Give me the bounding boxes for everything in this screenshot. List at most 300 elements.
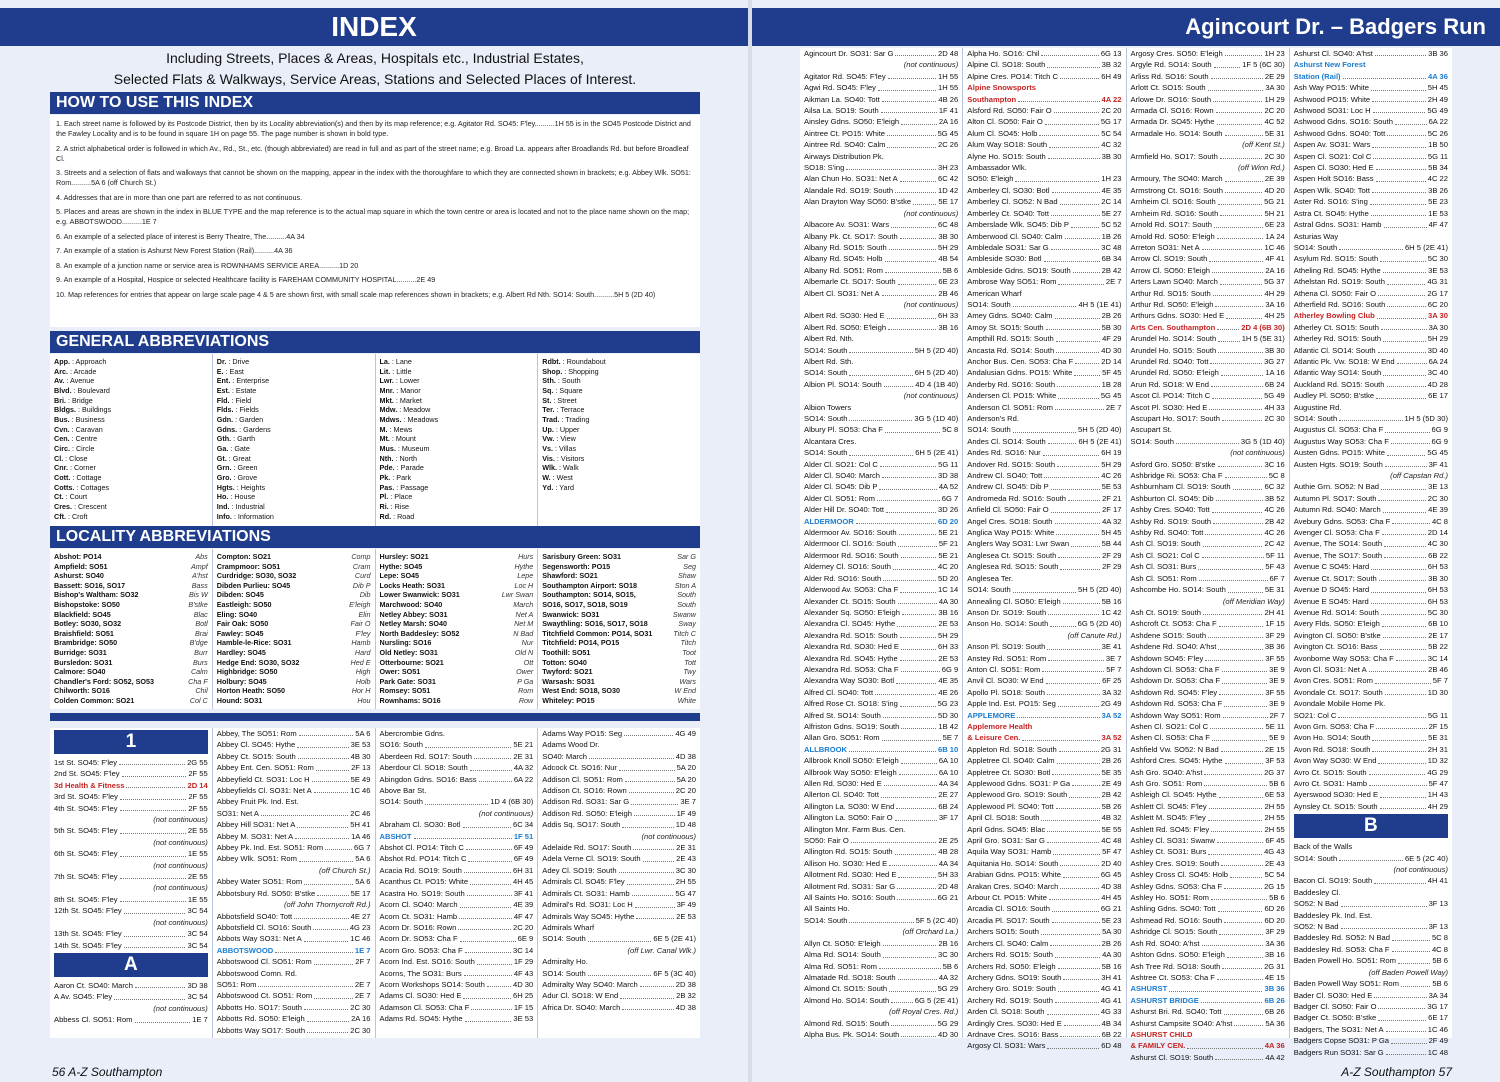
locality-entry — [542, 552, 696, 562]
entry-name: Aldermoor Cl. SO16: South — [804, 539, 897, 549]
locality-name: Curdridge: SO30, SO32 — [216, 571, 297, 581]
leader-dots — [1205, 527, 1262, 535]
map-reference: 1D 42 — [937, 185, 959, 195]
leader-dots — [463, 990, 511, 998]
map-reference: 5H 5 (2D 40) — [914, 345, 959, 355]
map-reference: 1E 53 — [1428, 208, 1448, 218]
letter-header: B — [1294, 814, 1448, 838]
index-entry — [1131, 48, 1285, 59]
abbr-short: Cotts. — [54, 482, 75, 492]
abbr-full: : Market — [393, 395, 422, 405]
abbr-short: Cen. — [54, 434, 70, 444]
abbr-full: : Park — [390, 472, 412, 482]
leader-dots — [1169, 983, 1262, 991]
index-entry — [967, 561, 1121, 572]
map-reference: 4C 22 — [1427, 174, 1448, 184]
leader-dots — [1208, 846, 1262, 854]
right-page-footer: A-Z Southampton 57 — [1341, 1065, 1452, 1079]
index-entry — [380, 990, 534, 1001]
map-reference: 2B 42 — [1101, 790, 1122, 800]
index-entry — [967, 846, 1121, 857]
index-entry — [217, 1013, 371, 1024]
entry-name: Abbotswood Cl. SO51: Rom — [216, 957, 312, 967]
index-entry — [1131, 379, 1285, 390]
locality-code: Old N — [514, 647, 534, 657]
abbr-column — [376, 354, 539, 526]
map-reference: 6B 22 — [1428, 550, 1448, 560]
entry-name: Atlantic Pk. Vw. SO18: W End — [1293, 356, 1395, 366]
locality-name: Dibden Purlieu: SO45 — [216, 580, 291, 590]
leader-dots — [883, 710, 936, 718]
entry-name: Aquila Way SO31: Hamb — [967, 847, 1052, 857]
index-entry — [1294, 345, 1448, 356]
entry-name: Agincourt Dr. SO31: Sar G — [804, 49, 894, 58]
map-reference: 6G 9 — [941, 664, 959, 674]
entry-name: Ashurst Bri. Rd. SO40: Tott — [1130, 1007, 1222, 1017]
map-reference: 2B 26 — [1101, 756, 1122, 766]
map-reference: 4E 39 — [513, 900, 534, 910]
map-reference: 4E 39 — [1428, 505, 1448, 515]
entry-name: Abbotsfield Cl. SO16: South — [216, 922, 312, 932]
abbreviations-table — [50, 354, 700, 526]
leader-dots — [307, 1025, 348, 1033]
index-entry — [967, 812, 1121, 823]
locality-entry — [217, 571, 371, 581]
locality-name: Lower Swanwick: SO31 — [379, 590, 460, 600]
abbr-full: : Road — [391, 511, 415, 521]
locality-code: High — [355, 667, 371, 677]
abbr-title: GENERAL ABBREVIATIONS — [50, 331, 700, 353]
leader-dots — [1381, 607, 1426, 615]
locality-entry — [54, 571, 208, 581]
abbr-full: : Lower — [393, 376, 420, 386]
map-reference: 2H 41 — [1264, 607, 1285, 617]
index-entry — [1131, 710, 1285, 721]
index-entry — [804, 949, 958, 960]
leader-dots — [1063, 869, 1099, 877]
index-entry — [967, 721, 1121, 732]
entry-name: SO52: N Bad — [1293, 922, 1339, 932]
locality-code: F'ley — [355, 628, 371, 638]
leader-dots — [1371, 208, 1426, 216]
index-entry — [967, 310, 1121, 321]
abbr-column — [50, 354, 213, 526]
map-reference: 1B 26 — [1101, 231, 1122, 241]
entry-name: Admirals Cl. SO45: F'ley — [542, 877, 625, 887]
leader-dots — [1022, 732, 1099, 740]
entry-name: Ainsley Gdns. SO50: E'leigh — [804, 117, 900, 127]
entry-name: Adamson Cl. SO53: Cha F — [379, 1002, 470, 1012]
leader-dots — [891, 995, 912, 1003]
map-reference: 6C 48 — [937, 220, 959, 230]
entry-name: Atherley Bowling Club — [1293, 311, 1375, 321]
index-entry — [54, 791, 208, 802]
map-reference: 6G 13 — [1100, 49, 1122, 58]
locality-code: Seg — [683, 561, 696, 571]
index-entry — [804, 778, 958, 789]
index-entry — [1294, 208, 1448, 219]
index-entry — [1294, 732, 1448, 743]
map-reference: 1B 28 — [1101, 379, 1122, 389]
entry-name: Acorn Ct. SO31: Hamb — [379, 911, 458, 921]
entry-name: Arcadia Cl. SO16: South — [967, 904, 1050, 914]
entry-name: Abbey M. SO31: Net A — [216, 831, 294, 841]
leader-dots — [900, 173, 936, 181]
abbr-entry — [380, 434, 534, 444]
left-page-footer: 56 A-Z Southampton — [52, 1065, 163, 1079]
leader-dots — [889, 242, 936, 250]
leader-dots — [1210, 356, 1262, 364]
entry-name: Abbey Pk. Ind. Est. SO51: Rom — [216, 843, 324, 853]
index-entry — [967, 961, 1121, 972]
index-entry — [804, 801, 958, 812]
leader-dots — [643, 853, 675, 861]
map-reference: 4F 41 — [1265, 254, 1285, 264]
entry-name: Aster Rd. SO16: S'ing — [1293, 197, 1368, 207]
locality-code: Titch — [680, 638, 696, 648]
leader-dots — [459, 911, 512, 919]
leader-dots — [1057, 379, 1100, 387]
map-reference: 3G 27 — [1264, 356, 1285, 366]
index-entry — [54, 894, 208, 905]
map-reference: 3A 30 — [1428, 311, 1448, 321]
map-reference: 2F 21 — [1102, 493, 1122, 503]
locality-code: Swanw — [672, 609, 696, 619]
map-reference: 1E 55 — [187, 894, 208, 904]
leader-dots — [619, 762, 675, 770]
index-entry — [1294, 288, 1448, 299]
index-note: (not continuous) — [153, 1003, 208, 1013]
index-entry — [542, 728, 696, 739]
locality-entry — [217, 667, 371, 677]
map-reference: 3E 9 — [1269, 699, 1285, 709]
entry-name: Auckland Rd. SO15: South — [1293, 379, 1385, 389]
map-reference: 3C 14 — [512, 945, 534, 955]
map-reference: 3F 29 — [1265, 630, 1285, 640]
locality-entry — [217, 648, 371, 658]
entry-name: Amberley Cl. SO30: Botl — [967, 185, 1050, 195]
index-entry — [217, 933, 371, 944]
entry-name: Agwi Rd. SO45: F'ley — [804, 83, 876, 93]
index-entry — [1131, 527, 1285, 538]
leader-dots — [1372, 185, 1426, 193]
index-entry — [804, 641, 958, 652]
entry-name: Amberslade Wlk. SO45: Dib P — [967, 220, 1069, 230]
map-reference: 5B 6 — [1269, 893, 1285, 903]
entry-name: Alpha Ho. SO16: Chil — [967, 49, 1040, 58]
locality-entry — [542, 590, 696, 600]
leader-dots — [124, 940, 186, 948]
leader-dots — [1051, 504, 1100, 512]
locality-code: Abs — [195, 552, 208, 561]
map-reference: 5H 45 — [1101, 528, 1122, 538]
abbr-entry — [542, 434, 696, 444]
leader-dots — [120, 871, 186, 879]
index-note: (off Lwr. Canal Wlk.) — [627, 945, 696, 955]
map-reference: 1H 29 — [1264, 94, 1285, 104]
map-reference: 6F 49 — [513, 854, 534, 864]
index-entry — [804, 835, 958, 846]
map-reference: 2C 42 — [1264, 539, 1285, 549]
entry-name: Abbey, The SO51: Rom — [216, 729, 297, 738]
entry-name: Andrew Cl. SO45: Dib P — [967, 482, 1049, 492]
entry-name: Ash Cl. SO31: Burs — [1130, 562, 1197, 572]
map-reference: 3B 30 — [938, 231, 959, 241]
entry-name: Atheling Rd. SO45: Hythe — [1293, 265, 1381, 275]
index-entry — [804, 744, 958, 755]
map-reference: 4A 36 — [1264, 1041, 1285, 1051]
map-reference: 4B 30 — [350, 751, 371, 761]
abbr-entry — [380, 483, 534, 493]
entry-name: Andrew Cl. SO40: Tott — [967, 471, 1043, 481]
locality-code: South — [677, 599, 696, 609]
locality-name: Hardley: SO45 — [216, 647, 266, 657]
entry-name: Avery Flds. SO50: E'leigh — [1293, 619, 1380, 629]
abbr-short: La. — [379, 357, 390, 366]
index-entry — [1294, 424, 1448, 435]
index-entry — [1131, 116, 1285, 127]
leader-dots — [899, 767, 937, 775]
index-entry — [1294, 990, 1448, 1001]
index-entry — [1294, 276, 1448, 287]
locality-column — [213, 549, 376, 709]
index-entry — [1131, 1052, 1285, 1063]
entry-name: Ashwood Gdns. SO16: South — [1293, 117, 1393, 127]
leader-dots — [1376, 721, 1426, 729]
map-reference: 4E 35 — [938, 676, 959, 686]
entry-name: Arundel Rd. SO50: E'leigh — [1130, 368, 1219, 378]
entry-name: & Leisure Cen. — [967, 733, 1021, 743]
leader-dots — [884, 379, 914, 387]
leader-dots — [879, 961, 941, 969]
map-reference: 2B 46 — [1428, 664, 1448, 674]
entry-name: Atherfield Rd. SO16: South — [1293, 299, 1386, 309]
map-reference: 6F 25 — [1102, 676, 1122, 686]
locality-name: Old Netley: SO31 — [379, 647, 438, 657]
entry-name: Alexandra Rd. SO53: Cha F — [804, 664, 899, 674]
leader-dots — [1204, 767, 1262, 775]
index-note: (not continuous) — [153, 815, 208, 825]
map-reference: 2G 15 — [1264, 881, 1285, 891]
leader-dots — [1048, 436, 1077, 444]
leader-dots — [135, 1014, 191, 1022]
entry-name: Appletree Cl. SO40: Calm — [967, 756, 1055, 766]
map-reference: 2A 16 — [351, 1014, 371, 1024]
index-entry — [542, 865, 696, 876]
locality-entry — [542, 571, 696, 581]
leader-dots — [856, 516, 936, 524]
index-entry — [804, 151, 958, 162]
howto-item: 6. An example of a selected place of interest is Berry Theatre, The..........4A 34 — [56, 231, 305, 241]
map-reference: 4H 33 — [1264, 402, 1285, 412]
entry-name: Abbeyfield Ct. SO31: Loc H — [216, 774, 310, 784]
leader-dots — [1057, 755, 1100, 763]
abbr-full: : Croft — [65, 511, 88, 521]
locality-name: Warsash: SO31 — [542, 676, 595, 686]
entry-name: Almond Ct. SO15: South — [804, 984, 888, 994]
entry-name: Ashdown Cl. SO53: Cha F — [1130, 664, 1220, 674]
index-entry — [967, 379, 1121, 390]
map-reference: 5C 54 — [1101, 128, 1122, 138]
entry-name: Amoy St. SO15: South — [967, 322, 1044, 332]
howto-item: 1. Each street name is followed by its Postcode District, then by its Locality abbreviation(s) and then by its map reference; e.g. Agitator Rd. SO45: F'ley..........1H 55 is in the SO45 Postcode District and the Fawley Locality and is to be found in square 1H on page 55. The page number is shown in bold type. — [56, 119, 691, 138]
index-entry — [804, 379, 958, 390]
abbr-entry — [380, 463, 534, 473]
leader-dots — [588, 968, 652, 976]
map-reference: 1D 4 (6B 30) — [490, 797, 534, 807]
entry-name: Allbrook Knoll SO50: E'leigh — [804, 756, 899, 766]
abbr-full: : Heights — [234, 482, 266, 492]
entry-name: Ancasta Rd. SO14: South — [967, 345, 1055, 355]
entry-name: Ashlett Cl. SO45: F'ley — [1130, 801, 1207, 811]
map-reference: 6G 21 — [937, 893, 959, 903]
locality-entry — [217, 686, 371, 696]
abbr-short: Cvn. — [54, 424, 70, 434]
map-reference: 2H 55 — [675, 877, 696, 887]
leader-dots — [1380, 801, 1426, 809]
map-reference: 6B 26 — [1264, 995, 1285, 1005]
abbr-short: Sq. — [542, 385, 554, 395]
index-entry — [1131, 824, 1285, 835]
entry-name: Archers Rd. SO50: E'leigh — [967, 961, 1056, 971]
entry-name: Avon Cl. SO31: Net A — [1293, 664, 1367, 674]
entry-name: Bader Cl. SO30: Hed E — [1293, 990, 1373, 1000]
abbr-entry — [380, 473, 534, 483]
entry-name: Ambleside SO30: Botl — [967, 254, 1042, 264]
leader-dots — [620, 990, 674, 998]
index-entry — [1131, 926, 1285, 937]
index-entry — [804, 322, 958, 333]
entry-name: Arnheim Cl. SO16: South — [1130, 197, 1216, 207]
map-reference: 4A 32 — [513, 763, 534, 773]
index-entry — [1131, 869, 1285, 880]
abbr-short: Lit. — [379, 366, 391, 376]
leader-dots — [1215, 1052, 1263, 1060]
entry-name: Avro Ct. SO15: South — [1293, 767, 1367, 777]
map-reference: 2B 26 — [1101, 311, 1122, 321]
index-entry — [217, 990, 371, 1001]
index-entry — [967, 356, 1121, 367]
leader-dots — [460, 933, 516, 941]
leader-dots — [1208, 630, 1263, 638]
abbr-short: Gt. — [216, 453, 227, 463]
index-note: (not continuous) — [153, 883, 208, 893]
locality-name: Titchfield Common: PO14, SO31 — [542, 628, 653, 638]
entry-name: Alan Drayton Way SO50: B'stke — [804, 197, 912, 207]
index-entry — [1294, 853, 1448, 864]
abbr-short: Mkt. — [379, 395, 394, 405]
abbr-entry — [217, 396, 371, 406]
index-entry — [1294, 630, 1448, 641]
index-note: (not continuous) — [153, 917, 208, 927]
leader-dots — [898, 596, 937, 604]
leader-dots — [1041, 812, 1099, 820]
entry-name: Arundel Ho. SO15: South — [1130, 345, 1217, 355]
abbr-short: Wlk. — [542, 463, 558, 473]
entry-name: Anvil Cl. SO30: W End — [967, 676, 1044, 686]
index-entry — [967, 288, 1121, 299]
entry-name: Authie Grn. SO52: N Bad — [1293, 482, 1380, 492]
index-entry — [542, 968, 696, 979]
leader-dots — [275, 945, 353, 953]
entry-name: Ash Gro. SO40: A'hst — [1130, 767, 1203, 777]
leader-dots — [1060, 881, 1099, 889]
index-entry — [804, 436, 958, 447]
abbr-short: Dr. — [216, 357, 227, 366]
map-reference: 3A 16 — [1265, 299, 1285, 309]
locality-name: Titchfield: PO14, PO15 — [542, 638, 620, 648]
leader-dots — [901, 550, 937, 558]
leader-dots — [1392, 516, 1430, 524]
index-entry — [967, 641, 1121, 652]
index-entry — [1294, 265, 1448, 276]
entry-name: Baddesley Rd. SO52: N Bad — [1293, 933, 1390, 943]
map-reference: 6B 22 — [1101, 1029, 1122, 1039]
leader-dots — [1384, 550, 1426, 558]
leader-dots — [879, 481, 936, 489]
locality-entry — [380, 629, 534, 639]
entry-name: Avonborne Way SO53: Cha F — [1293, 653, 1394, 663]
leader-dots — [895, 812, 937, 820]
entry-name: Anderson Cl. SO51: Rom — [967, 402, 1053, 412]
index-entry — [1294, 755, 1448, 766]
locality-code: Hurs — [518, 552, 534, 561]
index-entry — [1294, 978, 1448, 989]
entry-name: Austen Gdns. PO15: White — [1293, 448, 1385, 458]
map-reference: 6B 24 — [1264, 379, 1285, 389]
leader-dots — [464, 865, 511, 873]
entry-name: Arliss Rd. SO16: South — [1130, 71, 1209, 81]
entry-name: Armada Dr. SO45: Hythe — [1130, 117, 1215, 127]
locality-code: Holb — [355, 676, 371, 686]
entry-name: SO14: South — [804, 345, 848, 355]
map-reference: 5H 29 — [1101, 459, 1122, 469]
leader-dots — [1039, 128, 1099, 136]
leader-dots — [1219, 618, 1264, 626]
map-reference: 5A 20 — [676, 763, 696, 773]
leader-dots — [1211, 892, 1267, 900]
index-entry — [217, 842, 371, 853]
leader-dots — [1209, 253, 1263, 261]
leader-dots — [1058, 961, 1100, 969]
index-entry — [967, 151, 1121, 162]
locality-code: Ston A — [674, 580, 696, 590]
leader-dots — [1221, 367, 1263, 375]
leader-dots — [1041, 926, 1100, 934]
locality-name: Hursley: SO21 — [379, 552, 429, 561]
index-entry — [542, 888, 696, 899]
abbr-entry — [54, 434, 208, 444]
abbr-short: Mt. — [379, 434, 390, 444]
map-reference: 2G 31 — [1264, 961, 1285, 971]
abbr-entry — [217, 444, 371, 454]
index-entry — [542, 774, 696, 785]
entry-name: Addison Rd. SO31: Sar G — [542, 797, 630, 807]
index-entry — [967, 493, 1121, 504]
entry-name: Argosy Cl. SO31: Wars — [967, 1041, 1046, 1051]
locality-entry — [542, 686, 696, 696]
map-reference: 4H 41 — [1427, 876, 1448, 886]
map-reference: 2H 31 — [1427, 744, 1448, 754]
map-reference: 2D 48 — [937, 881, 959, 891]
index-entry — [54, 757, 208, 768]
leader-dots — [1047, 835, 1099, 843]
map-reference: 5G 21 — [1264, 197, 1285, 207]
locality-code: Fair O — [350, 619, 371, 629]
map-reference: 2F 29 — [1102, 562, 1122, 572]
entry-name: Allington Rd. SO15: South — [804, 847, 893, 857]
entry-name: April Cl. SO18: South — [967, 813, 1040, 823]
